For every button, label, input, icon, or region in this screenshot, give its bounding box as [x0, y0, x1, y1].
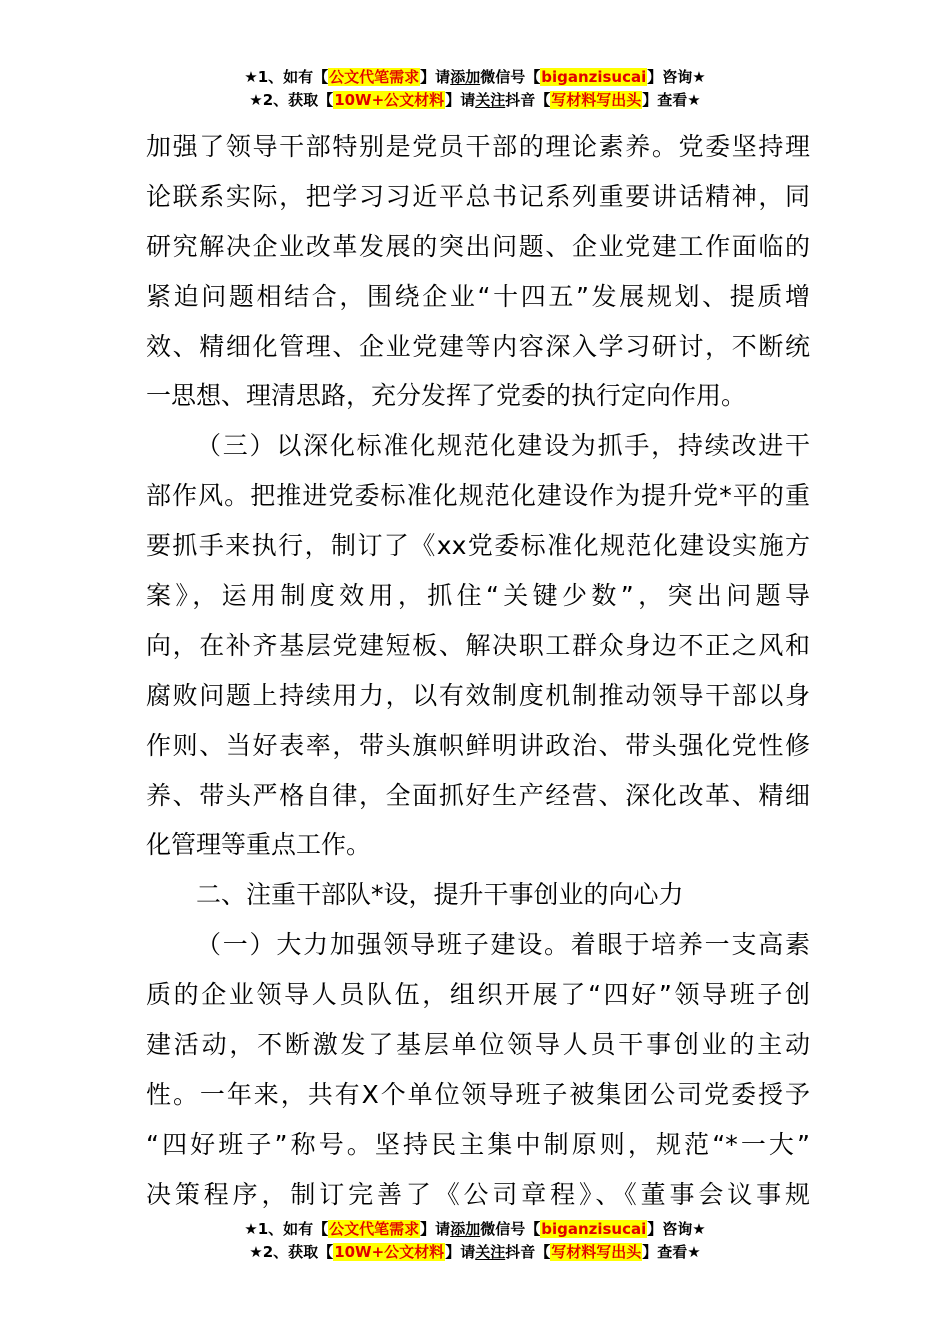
text-line: 案》，运用制度效用，抓住“关键少数”，突出问题导	[146, 581, 810, 611]
text-line: 部作风。把推进党委标准化规范化建设作为提升党*平的重	[146, 481, 810, 511]
banner-line-2: ★2、获取【10W+公文材料】请关注抖音【写材料写出头】查看★	[249, 91, 701, 109]
highlight-wechat-id: biganzisucai	[541, 1220, 647, 1238]
text-line: 建活动，不断激发了基层单位领导人员干事创业的主动	[146, 1030, 810, 1060]
text-line: 性。一年来，共有X个单位领导班子被集团公司党委授予	[146, 1079, 810, 1109]
text-line: 研究解决企业改革发展的突出问题、企业党建工作面临的	[146, 231, 810, 261]
highlight-writing-service: 公文代笔需求	[329, 68, 420, 86]
text-line: “四好班子”称号。坚持民主集中制原则，规范“*一大”	[146, 1129, 810, 1159]
text-line: 质的企业领导人员队伍，组织开展了“四好”领导班子创	[146, 980, 810, 1010]
document-body	[146, 122, 810, 1220]
highlight-douyin-account: 写材料写出头	[551, 91, 642, 109]
subsection-heading-1: （一）大力加强领导班子建设。着眼于培养一支高素	[196, 930, 810, 960]
highlight-wechat-id: biganzisucai	[541, 68, 647, 86]
highlight-writing-service: 公文代笔需求	[329, 1220, 420, 1238]
text-line: 加强了领导干部特别是党员干部的理论素养。党委坚持理	[146, 132, 810, 161]
section-heading-2: 二、注重干部队*设，提升干事创业的向心力	[196, 880, 684, 910]
text-line: 一思想、理清思路，充分发挥了党委的执行定向作用。	[146, 381, 747, 411]
banner-line-2: ★2、获取【10W+公文材料】请关注抖音【写材料写出头】查看★	[249, 1243, 701, 1261]
text-line: 作则、当好表率，带头旗帜鲜明讲政治、带头强化党性修	[146, 730, 810, 760]
text-line: 要抓手来执行，制订了《xx党委标准化规范化建设实施方	[146, 531, 810, 561]
text-line: 养、带头严格自律，全面抓好生产经营、深化改革、精细	[146, 780, 810, 810]
text-line: 论联系实际，把学习习近平总书记系列重要讲话精神，同	[146, 181, 810, 211]
highlight-douyin-account: 写材料写出头	[551, 1243, 642, 1261]
highlight-materials: 10W+公文材料	[334, 91, 445, 109]
highlight-materials: 10W+公文材料	[334, 1243, 445, 1261]
text-line: 化管理等重点工作。	[146, 830, 372, 860]
banner-line-1: ★1、如有【公文代笔需求】请添加微信号【biganzisucai】咨询★	[244, 68, 706, 86]
text-line: 紧迫问题相结合，围绕企业“十四五”发展规划、提质增	[146, 281, 810, 311]
text-line: 向，在补齐基层党建短板、解决职工群众身边不正之风和	[146, 630, 810, 660]
section-heading-3: （三）以深化标准化规范化建设为抓手，持续改进干	[196, 431, 810, 461]
banner-line-1: ★1、如有【公文代笔需求】请添加微信号【biganzisucai】咨询★	[244, 1220, 706, 1238]
text-line: 决策程序，制订完善了《公司章程》、《董事会议事规	[146, 1179, 810, 1209]
footer-banner	[0, 1218, 950, 1264]
text-line: 效、精细化管理、企业党建等内容深入学习研讨，不断统	[146, 331, 810, 361]
text-line: 腐败问题上持续用力，以有效制度机制推动领导干部以身	[146, 680, 810, 710]
header-banner	[0, 66, 950, 112]
